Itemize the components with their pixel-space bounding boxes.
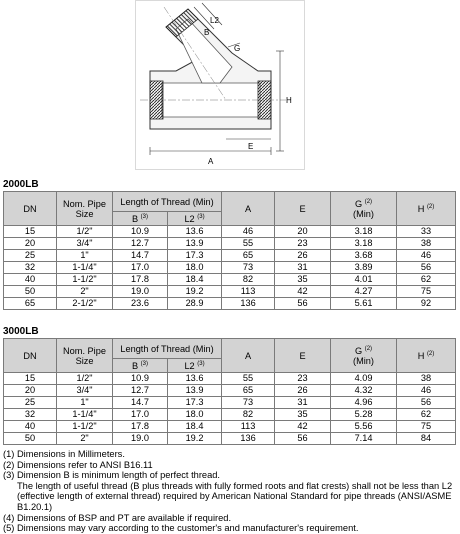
table-cell: 56 bbox=[397, 397, 456, 409]
table-cell: 2-1/2" bbox=[57, 298, 113, 310]
table-cell: 14.7 bbox=[113, 250, 168, 262]
table-row bbox=[4, 397, 456, 409]
table-cell: 40 bbox=[4, 274, 57, 286]
header-a: A bbox=[222, 192, 275, 226]
table-cell: 35 bbox=[275, 409, 331, 421]
table-cell: 3/4" bbox=[57, 238, 113, 250]
table-cell: 13.9 bbox=[168, 385, 222, 397]
table-cell: 20 bbox=[275, 226, 331, 238]
lateral-tee-section-view bbox=[136, 1, 304, 169]
table-row bbox=[4, 262, 456, 274]
table-cell: 38 bbox=[397, 238, 456, 250]
table-cell: 3.89 bbox=[331, 262, 397, 274]
table-cell: 17.8 bbox=[113, 274, 168, 286]
table-cell: 10.9 bbox=[113, 373, 168, 385]
table-cell: 19.2 bbox=[168, 433, 222, 445]
table-cell: 14.7 bbox=[113, 397, 168, 409]
table-cell: 75 bbox=[397, 286, 456, 298]
table-cell: 2" bbox=[57, 286, 113, 298]
table-cell: 17.0 bbox=[113, 409, 168, 421]
table-cell: 31 bbox=[275, 397, 331, 409]
table-cell: 17.0 bbox=[113, 262, 168, 274]
table-cell: 12.7 bbox=[113, 385, 168, 397]
table-cell: 82 bbox=[222, 274, 275, 286]
table-row bbox=[4, 298, 456, 310]
table-row bbox=[4, 274, 456, 286]
header-e: E bbox=[275, 339, 331, 373]
table-cell: 17.3 bbox=[168, 250, 222, 262]
table-cell: 17.8 bbox=[113, 421, 168, 433]
table-cell: 92 bbox=[397, 298, 456, 310]
table-cell: 15 bbox=[4, 226, 57, 238]
table-cell: 18.0 bbox=[168, 409, 222, 421]
table-cell: 35 bbox=[275, 274, 331, 286]
header-dn: DN bbox=[4, 339, 57, 373]
table-cell: 38 bbox=[397, 373, 456, 385]
header-dn: DN bbox=[4, 192, 57, 226]
table-row bbox=[4, 421, 456, 433]
header-length-of-thread: Length of Thread (Min) bbox=[113, 192, 222, 212]
table-cell: 1/2" bbox=[57, 226, 113, 238]
label-b: B bbox=[204, 28, 210, 37]
table-cell: 15 bbox=[4, 373, 57, 385]
table-cell: 26 bbox=[275, 385, 331, 397]
fitting-drawing bbox=[135, 0, 305, 170]
header-length-of-thread: Length of Thread (Min) bbox=[113, 339, 222, 359]
table-cell: 46 bbox=[397, 385, 456, 397]
label-l2: L2 bbox=[210, 16, 219, 25]
label-e: E bbox=[248, 142, 254, 151]
table-cell: 32 bbox=[4, 409, 57, 421]
table-cell: 33 bbox=[397, 226, 456, 238]
table-row bbox=[4, 385, 456, 397]
note-3-line-2: The length of useful thread (B plus threads with fully formed roots and flat crests) shall not be less than L2 bbox=[17, 480, 453, 491]
table-cell: 10.9 bbox=[113, 226, 168, 238]
table-cell: 4.32 bbox=[331, 385, 397, 397]
note-3-line-3: (effective length of external thread) required by American National Standard for pipe threads (ANSI/ASME bbox=[17, 491, 452, 502]
table-cell: 55 bbox=[222, 238, 275, 250]
table-cell: 73 bbox=[222, 397, 275, 409]
table-cell: 5.56 bbox=[331, 421, 397, 433]
table-cell: 4.27 bbox=[331, 286, 397, 298]
table-cell: 113 bbox=[222, 286, 275, 298]
table-row bbox=[4, 250, 456, 262]
label-a: A bbox=[208, 157, 214, 166]
header-e: E bbox=[275, 192, 331, 226]
table-cell: 32 bbox=[4, 262, 57, 274]
table-cell: 46 bbox=[222, 226, 275, 238]
table-cell: 26 bbox=[275, 250, 331, 262]
header-l2: L2 $^{(3)}$ bbox=[168, 359, 222, 373]
table-cell: 19.2 bbox=[168, 286, 222, 298]
table-cell: 4.01 bbox=[331, 274, 397, 286]
table-body-2000lb bbox=[4, 226, 456, 310]
table-cell: 25 bbox=[4, 397, 57, 409]
table-title-3000lb: 3000LB bbox=[3, 326, 39, 337]
table-row bbox=[4, 286, 456, 298]
table-cell: 73 bbox=[222, 262, 275, 274]
table-cell: 7.14 bbox=[331, 433, 397, 445]
table-cell: 113 bbox=[222, 421, 275, 433]
label-g: G bbox=[234, 44, 241, 53]
table-cell: 46 bbox=[397, 250, 456, 262]
table-cell: 18.4 bbox=[168, 421, 222, 433]
table-cell: 136 bbox=[222, 433, 275, 445]
spec-table-3000lb bbox=[3, 338, 456, 445]
header-g: G $^{(2)}$ (Min) bbox=[331, 339, 397, 373]
table-cell: 23.6 bbox=[113, 298, 168, 310]
header-h: H $^{(2)}$ bbox=[397, 192, 456, 226]
table-cell: 28.9 bbox=[168, 298, 222, 310]
note-2: (2) Dimensions refer to ANSI B16.11 bbox=[3, 459, 153, 470]
spec-table-2000lb bbox=[3, 191, 456, 310]
header-h: H $^{(2)}$ bbox=[397, 339, 456, 373]
table-cell: 62 bbox=[397, 409, 456, 421]
table-row bbox=[4, 433, 456, 445]
table-cell: 84 bbox=[397, 433, 456, 445]
table-cell: 40 bbox=[4, 421, 57, 433]
header-a: A bbox=[222, 339, 275, 373]
table-cell: 65 bbox=[222, 250, 275, 262]
table-cell: 13.9 bbox=[168, 238, 222, 250]
table-cell: 50 bbox=[4, 286, 57, 298]
footnotes bbox=[3, 449, 457, 534]
table-cell: 12.7 bbox=[113, 238, 168, 250]
table-cell: 1-1/4" bbox=[57, 262, 113, 274]
label-h: H bbox=[286, 96, 292, 105]
table-cell: 136 bbox=[222, 298, 275, 310]
table-cell: 31 bbox=[275, 262, 331, 274]
table-cell: 13.6 bbox=[168, 373, 222, 385]
table-row bbox=[4, 373, 456, 385]
table-row bbox=[4, 238, 456, 250]
table-cell: 1" bbox=[57, 250, 113, 262]
table-cell: 82 bbox=[222, 409, 275, 421]
note-4: (4) Dimensions of BSP and PT are available if required. bbox=[3, 512, 232, 523]
table-body-3000lb bbox=[4, 373, 456, 445]
table-cell: 18.4 bbox=[168, 274, 222, 286]
header-nom-pipe-size: Nom. Pipe Size bbox=[57, 339, 113, 373]
table-cell: 42 bbox=[275, 421, 331, 433]
table-cell: 56 bbox=[397, 262, 456, 274]
table-cell: 5.28 bbox=[331, 409, 397, 421]
table-cell: 3.18 bbox=[331, 238, 397, 250]
header-nom-pipe-size: Nom. Pipe Size bbox=[57, 192, 113, 226]
table-cell: 55 bbox=[222, 373, 275, 385]
note-3: (3) Dimension B is minimum length of perfect thread. bbox=[3, 470, 221, 481]
table-cell: 19.0 bbox=[113, 433, 168, 445]
header-b: B $^{(3)}$ bbox=[113, 212, 168, 226]
header-g: G $^{(2)}$ (Min) bbox=[331, 192, 397, 226]
table-cell: 23 bbox=[275, 373, 331, 385]
table-cell: 13.6 bbox=[168, 226, 222, 238]
table-cell: 65 bbox=[4, 298, 57, 310]
table-cell: 65 bbox=[222, 385, 275, 397]
table-cell: 23 bbox=[275, 238, 331, 250]
table-cell: 62 bbox=[397, 274, 456, 286]
table-cell: 42 bbox=[275, 286, 331, 298]
note-3-line-4: B1.20.1) bbox=[17, 501, 53, 512]
table-cell: 1/2" bbox=[57, 373, 113, 385]
table-cell: 56 bbox=[275, 298, 331, 310]
table-cell: 1-1/4" bbox=[57, 409, 113, 421]
table-cell: 1-1/2" bbox=[57, 421, 113, 433]
table-cell: 4.09 bbox=[331, 373, 397, 385]
table-cell: 1-1/2" bbox=[57, 274, 113, 286]
table-cell: 18.0 bbox=[168, 262, 222, 274]
table-cell: 17.3 bbox=[168, 397, 222, 409]
table-row bbox=[4, 409, 456, 421]
table-cell: 20 bbox=[4, 385, 57, 397]
table-cell: 3.68 bbox=[331, 250, 397, 262]
table-cell: 25 bbox=[4, 250, 57, 262]
table-cell: 2" bbox=[57, 433, 113, 445]
note-5: (5) Dimensions may vary according to the customer's and manufacturer's requirement. bbox=[3, 523, 359, 534]
table-cell: 1" bbox=[57, 397, 113, 409]
table-cell: 3/4" bbox=[57, 385, 113, 397]
table-title-2000lb: 2000LB bbox=[3, 179, 39, 190]
header-l2: L2 $^{(3)}$ bbox=[168, 212, 222, 226]
table-cell: 75 bbox=[397, 421, 456, 433]
table-cell: 3.18 bbox=[331, 226, 397, 238]
note-1: (1) Dimensions in Millimeters. bbox=[3, 449, 125, 459]
table-cell: 19.0 bbox=[113, 286, 168, 298]
table-cell: 4.96 bbox=[331, 397, 397, 409]
table-row bbox=[4, 226, 456, 238]
table-cell: 56 bbox=[275, 433, 331, 445]
table-cell: 5.61 bbox=[331, 298, 397, 310]
header-b: B $^{(3)}$ bbox=[113, 359, 168, 373]
table-cell: 20 bbox=[4, 238, 57, 250]
table-cell: 50 bbox=[4, 433, 57, 445]
